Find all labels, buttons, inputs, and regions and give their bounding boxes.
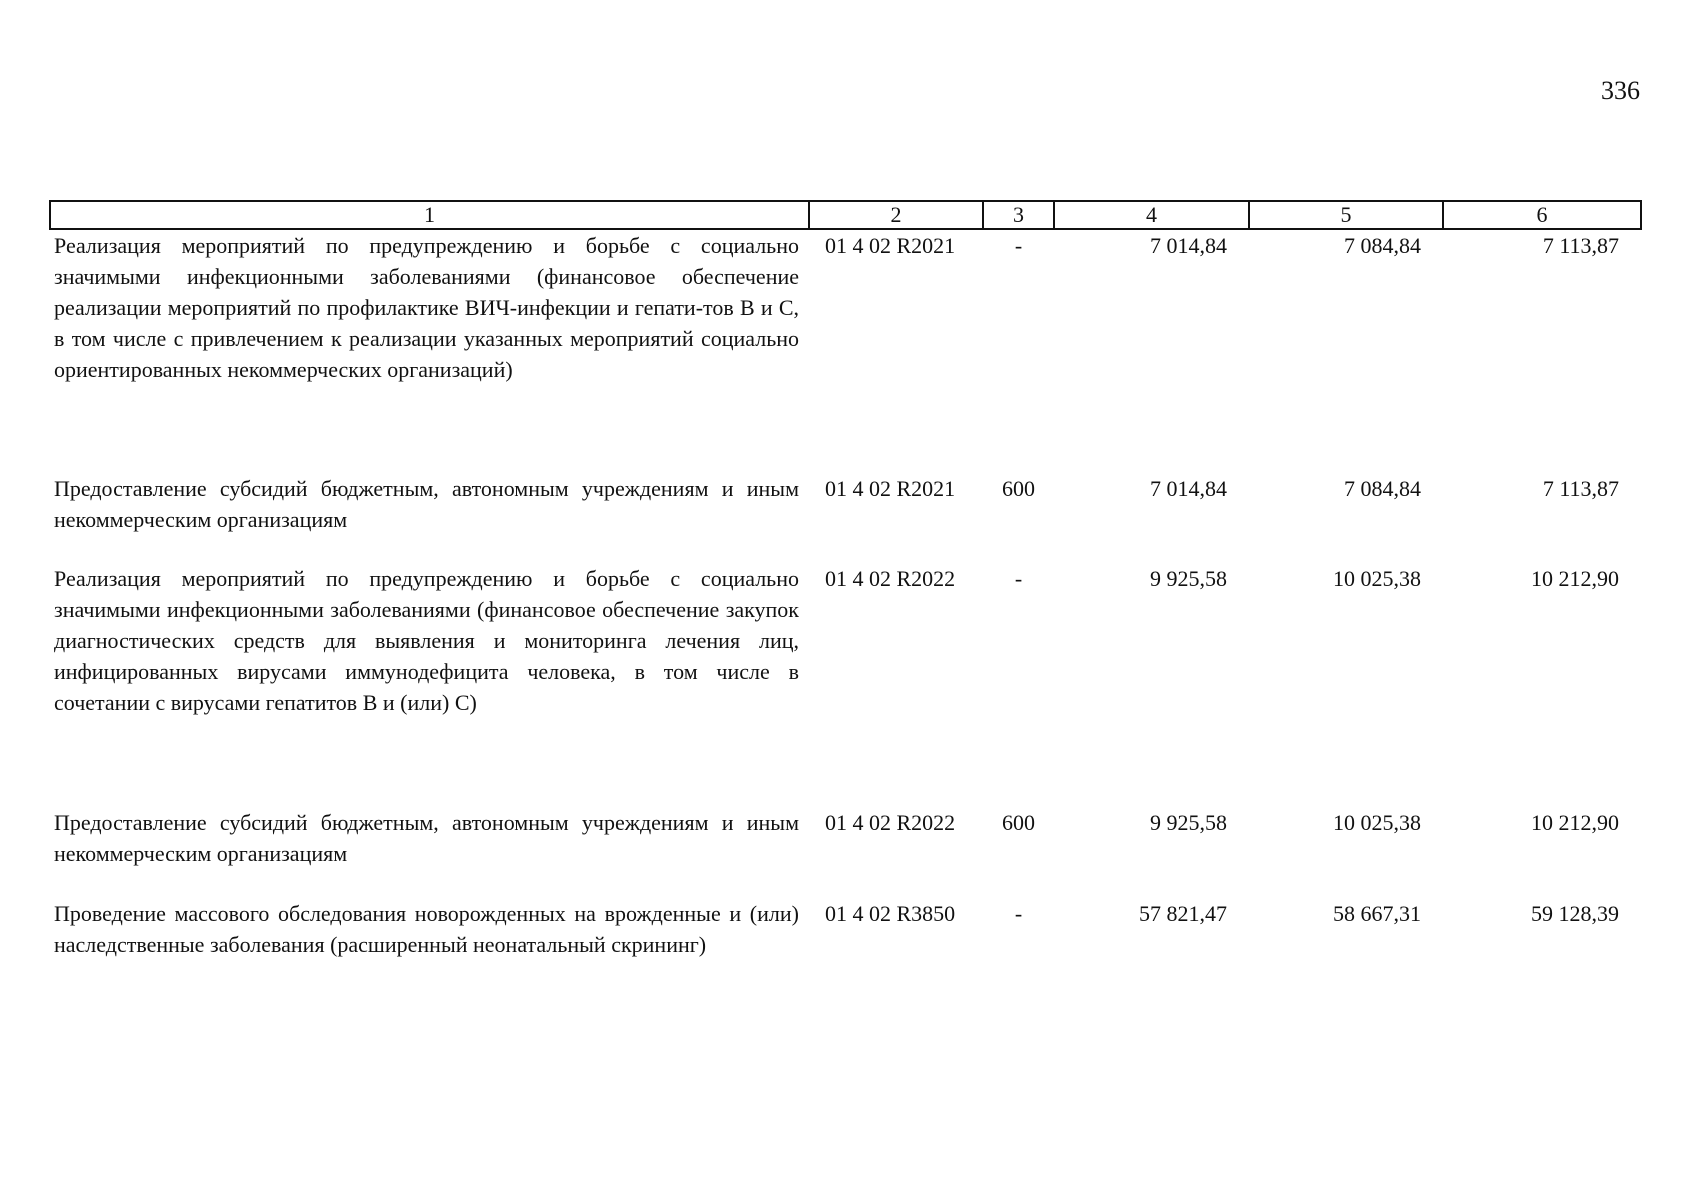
row-expense-type: 600 xyxy=(1002,476,1035,501)
row-value-6: 10 212,90 xyxy=(1531,810,1619,835)
row-description: Реализация мероприятий по предупреждению и борьбе с социально значимыми инфекционными заболеваниями (финансовое обеспечение закупок диагностических средств для выявления и мониторинга лечения лиц, инфицированных вирусами иммунодефицита человека, в том числе в сочетании с вирусами гепатитов В и (или) С) xyxy=(54,566,799,715)
row-value-4: 7 014,84 xyxy=(1150,233,1227,258)
row-expense-type: - xyxy=(1014,233,1023,258)
page-number: 336 xyxy=(1601,76,1640,105)
column-header-1: 1 xyxy=(50,201,809,229)
table-row xyxy=(50,473,1641,563)
table-row xyxy=(50,898,1641,998)
row-value-6: 7 113,87 xyxy=(1542,233,1619,258)
row-code: 01 4 02 R2021 xyxy=(825,476,956,501)
table-row xyxy=(50,563,1641,807)
row-code: 01 4 02 R2021 xyxy=(825,233,956,258)
column-header-6: 6 xyxy=(1443,201,1641,229)
row-expense-type: - xyxy=(1014,901,1023,926)
row-value-5: 58 667,31 xyxy=(1333,901,1421,926)
row-value-6: 7 113,87 xyxy=(1542,476,1619,501)
column-header-4: 4 xyxy=(1054,201,1249,229)
row-code: 01 4 02 R3850 xyxy=(825,901,956,926)
column-header-5: 5 xyxy=(1249,201,1443,229)
row-description: Предоставление субсидий бюджетным, автономным учреждениям и иным некоммерческим организациям xyxy=(54,810,799,866)
row-code: 01 4 02 R2022 xyxy=(825,810,956,835)
column-header-3: 3 xyxy=(983,201,1054,229)
row-value-5: 10 025,38 xyxy=(1333,810,1421,835)
row-expense-type: - xyxy=(1014,566,1023,591)
row-value-4: 9 925,58 xyxy=(1150,566,1227,591)
row-value-6: 10 212,90 xyxy=(1531,566,1619,591)
row-description: Предоставление субсидий бюджетным, автономным учреждениям и иным некоммерческим организациям xyxy=(54,476,799,532)
table-row xyxy=(50,807,1641,898)
column-header-2: 2 xyxy=(809,201,983,229)
row-code: 01 4 02 R2022 xyxy=(825,566,956,591)
row-value-5: 7 084,84 xyxy=(1344,233,1421,258)
budget-table xyxy=(49,200,1642,998)
row-value-4: 57 821,47 xyxy=(1139,901,1227,926)
row-expense-type: 600 xyxy=(1002,810,1035,835)
table-row xyxy=(50,229,1641,473)
row-value-4: 7 014,84 xyxy=(1150,476,1227,501)
row-description: Проведение массового обследования новорожденных на врожденные и (или) наследственные заболевания (расширенный неонатальный скрининг) xyxy=(54,901,799,957)
row-description: Реализация мероприятий по предупреждению и борьбе с социально значимыми инфекционными заболеваниями (финансовое обеспечение реализации мероприятий по профилактике ВИЧ-инфекции и гепати-тов В и С, в том числе с привлечением к реализации указанных мероприятий социально ориентированных некоммерческих организаций) xyxy=(54,233,799,382)
row-value-6: 59 128,39 xyxy=(1531,901,1619,926)
row-value-4: 9 925,58 xyxy=(1150,810,1227,835)
column-number-header xyxy=(50,201,1641,229)
row-value-5: 10 025,38 xyxy=(1333,566,1421,591)
row-value-5: 7 084,84 xyxy=(1344,476,1421,501)
